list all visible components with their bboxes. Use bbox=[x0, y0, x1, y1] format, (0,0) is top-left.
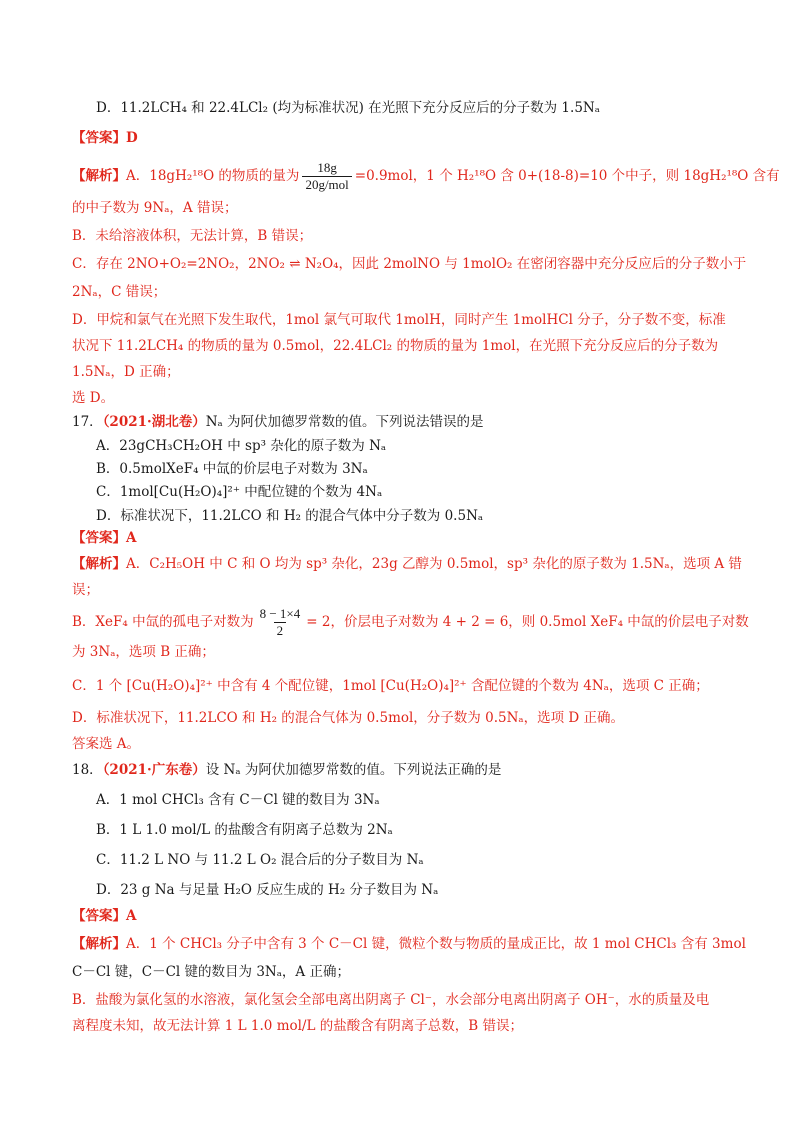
q16-analysis-b: B．未给溶液体积，无法计算，B 错误； bbox=[72, 228, 313, 244]
q16-analysis-a-cont: 的中子数为 9Nₐ，A 错误； bbox=[72, 200, 238, 216]
analysis-tag: 【解析】 bbox=[72, 168, 126, 184]
q18-analysis-a: 【解析】A．1 个 CHCl₃ 分子中含有 3 个 C－Cl 键，微粒个数与物质的量成正比，故 1 mol CHCl₃ 含有 3mol bbox=[72, 936, 746, 952]
q18-option-a: A．1 mol CHCl₃ 含有 C－Cl 键的数目为 3Nₐ bbox=[96, 792, 380, 808]
q18-option-c: C．11.2 L NO 与 11.2 L O₂ 混合后的分子数目为 Nₐ bbox=[96, 852, 424, 868]
question-source: （2021·广东卷） bbox=[102, 762, 206, 778]
q17-option-b: B．0.5molXeF₄ 中氙的价层电子对数为 3Nₐ bbox=[96, 461, 368, 477]
question-source: （2021·湖北卷） bbox=[102, 414, 206, 430]
q16-analysis-c-cont: 2Nₐ，C 错误； bbox=[72, 284, 167, 300]
answer-tag: 【答案】 bbox=[72, 130, 126, 146]
q16-analysis-d-end: 1.5Nₐ，D 正确； bbox=[72, 364, 180, 380]
q16-analysis-c: C．存在 2NO+O₂=2NO₂，2NO₂ ⇌ N₂O₄，因此 2molNO 与 1molO₂ 在密闭容器中充分反应后的分子数小于 bbox=[72, 256, 747, 272]
question-number: 18． bbox=[72, 762, 103, 778]
analysis-tag: 【解析】 bbox=[72, 936, 126, 952]
q17-stem: 17．（2021·湖北卷）Nₐ 为阿伏加德罗常数的值。下列说法错误的是 bbox=[72, 414, 484, 430]
question-number: 17． bbox=[72, 414, 103, 430]
q18-stem: 18．（2021·广东卷）设 Nₐ 为阿伏加德罗常数的值。下列说法正确的是 bbox=[72, 762, 502, 778]
q16-analysis-d-cont: 状况下 11.2LCH₄ 的物质的量为 0.5mol，22.4LCl₂ 的物质的量为 1mol，在光照下充分反应后的分子数为 bbox=[72, 338, 719, 354]
answer-value: A bbox=[126, 530, 137, 546]
answer-value: D bbox=[126, 130, 138, 146]
fraction: $\frac{18g}{\text{20g/mol}}$ bbox=[302, 160, 351, 193]
q18-analysis-b: B．盐酸为氯化氢的水溶液，氯化氢会全部电离出阴离子 Cl⁻，水会部分电离出阴离子 OH⁻，水的质量及电 bbox=[72, 992, 710, 1008]
q16-choose: 选 D。 bbox=[72, 390, 115, 406]
q17-option-d: D．标准状况下，11.2LCO 和 H₂ 的混合气体中分子数为 0.5Nₐ bbox=[96, 508, 484, 524]
fraction: $\frac{8 - 1\times 4}{2}$ bbox=[259, 606, 301, 638]
q17-choose: 答案选 A。 bbox=[72, 736, 141, 752]
q17-analysis-b: B．XeF₄ 中氙的孤电子对数为 $\frac{8 - 1\times 4}{2}$ = 2，价层电子对数为 4 + 2 = 6，则 0.5mol XeF₄ 中氙的价层电子对数 bbox=[72, 606, 749, 638]
q16-answer bbox=[72, 128, 138, 148]
q18-answer bbox=[72, 906, 136, 926]
answer-value: A bbox=[126, 908, 137, 924]
q16-analysis-a: 【解析】A．18gH₂¹⁸O 的物质的量为 $\frac{18g}{\text{20g/mol}}$ =0.9mol，1 个 H₂¹⁸O 含 0+(18-8)=10 个中子，则 18gH₂¹⁸O 含有 bbox=[72, 160, 780, 192]
q17-option-c: C．1mol[Cu(H₂O)₄]²⁺ 中配位键的个数为 4Nₐ bbox=[96, 484, 383, 500]
q17-analysis-b-cont: 为 3Nₐ，选项 B 正确； bbox=[72, 644, 215, 660]
q17-analysis-a: 【解析】A．C₂H₅OH 中 C 和 O 均为 sp³ 杂化，23g 乙醇为 0.5mol，sp³ 杂化的原子数为 1.5Nₐ，选项 A 错 bbox=[72, 556, 742, 572]
analysis-tag: 【解析】 bbox=[72, 556, 126, 572]
q16-option-d: D．11.2LCH₄ 和 22.4LCl₂ (均为标准状况) 在光照下充分反应后的分子数为 1.5Nₐ bbox=[96, 100, 600, 116]
answer-tag: 【答案】 bbox=[72, 530, 126, 546]
q17-analysis-d: D．标准状况下，11.2LCO 和 H₂ 的混合气体为 0.5mol，分子数为 0.5Nₐ，选项 D 正确。 bbox=[72, 710, 624, 726]
q16-analysis-d: D．甲烷和氯气在光照下发生取代，1mol 氯气可取代 1molH，同时产生 1molHCl 分子，分子数不变，标准 bbox=[72, 312, 726, 328]
answer-tag: 【答案】 bbox=[72, 908, 126, 924]
q18-analysis-b-cont: 离程度未知，故无法计算 1 L 1.0 mol/L 的盐酸含有阴离子总数，B 错误； bbox=[72, 1018, 523, 1034]
q17-answer bbox=[72, 528, 136, 548]
q17-analysis-c: C．1 个 [Cu(H₂O)₄]²⁺ 中含有 4 个配位键，1mol [Cu(H₂O)₄]²⁺ 含配位键的个数为 4Nₐ，选项 C 正确； bbox=[72, 678, 709, 694]
q18-option-b: B．1 L 1.0 mol/L 的盐酸含有阴离子总数为 2Nₐ bbox=[96, 822, 393, 838]
q18-option-d: D．23 g Na 与足量 H₂O 反应生成的 H₂ 分子数目为 Nₐ bbox=[96, 882, 439, 898]
q17-option-a: A．23gCH₃CH₂OH 中 sp³ 杂化的原子数为 Nₐ bbox=[96, 438, 387, 454]
q17-analysis-a-cont: 误； bbox=[72, 582, 99, 598]
q18-analysis-a-cont: C－Cl 键，C－Cl 键的数目为 3Nₐ，A 正确； bbox=[72, 964, 350, 980]
